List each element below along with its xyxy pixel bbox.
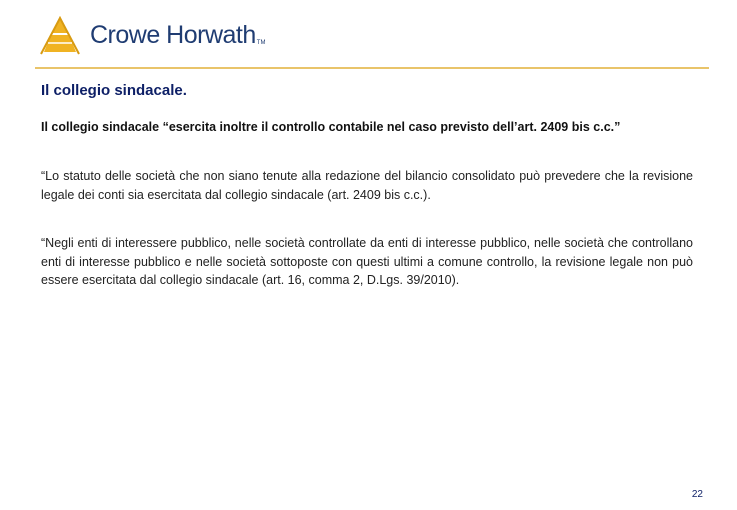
logo-trademark: TM	[256, 40, 266, 46]
crowe-horwath-logo-icon	[38, 15, 82, 55]
page-number: 22	[691, 489, 703, 500]
paragraph-public-interest: “Negli enti di interessere pubblico, nelle società controllate da enti di interesse pubblico, nelle società che controllano enti di interesse pubblico e nelle società sottoposte con questi ultimi a comune controllo, la revisione legale non può essere esercitata dal collegio sindacale (art. 16, comma 2, D.Lgs. 39/2010).	[41, 236, 693, 287]
company-logo	[38, 14, 265, 56]
paragraph-statute: “Lo statuto delle società che non siano tenute alla redazione del bilancio consolidato può prevedere che la revisione legale dei conti sia esercitata dal collegio sindacale (art. 2409 bis c.c.).	[41, 169, 693, 202]
page-title: Il collegio sindacale.	[41, 82, 187, 99]
header-divider	[35, 67, 709, 69]
lead-statement: Il collegio sindacale “esercita inoltre il controllo contabile nel caso previsto dell’art. 2409 bis c.c.”	[41, 120, 621, 134]
logo-wordmark: Crowe Horwath	[90, 20, 256, 49]
